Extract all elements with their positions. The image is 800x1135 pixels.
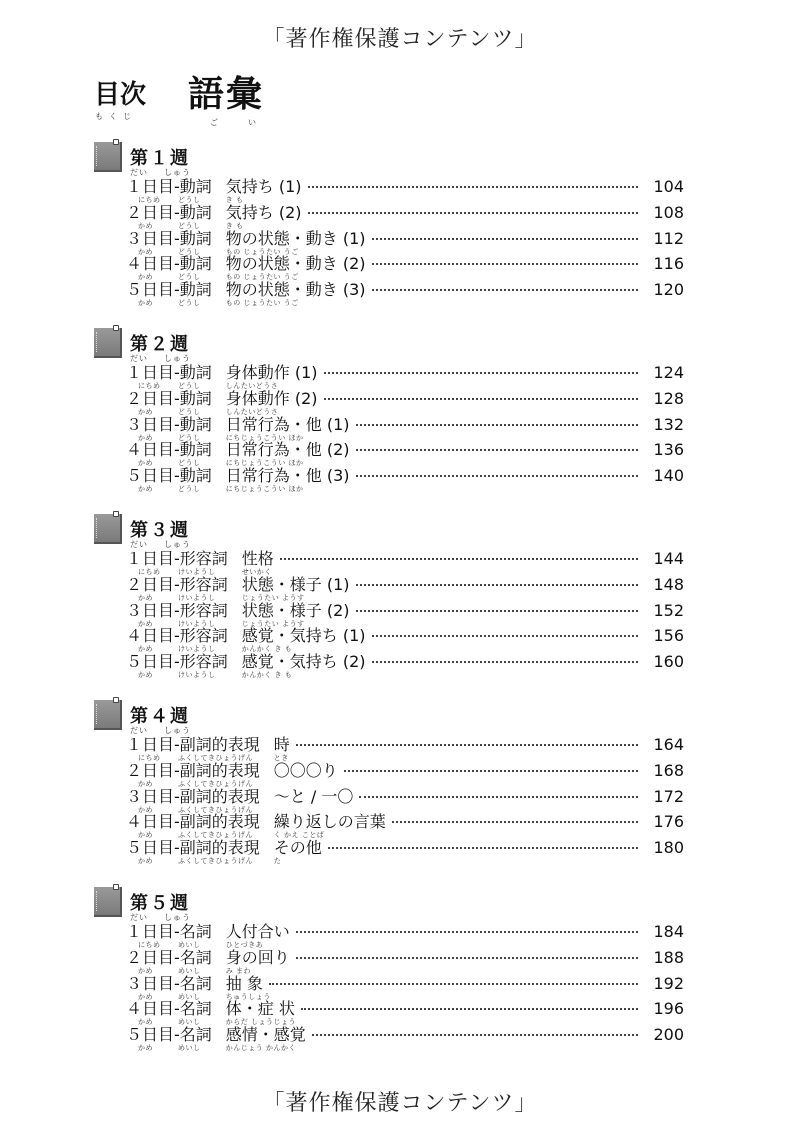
watermark-bottom: 「著作権保護コンテンツ」	[262, 1091, 538, 1116]
dot-leader	[356, 584, 638, 586]
week-header	[94, 700, 684, 736]
dot-leader	[296, 957, 638, 959]
week-title: 第４週	[130, 706, 190, 727]
toc-entry[interactable]	[94, 762, 684, 788]
dot-leader	[372, 635, 638, 637]
entry-topic: 身体動作 (2)	[225, 388, 318, 408]
day-ruby: かめ	[138, 1044, 153, 1053]
toc-entry[interactable]	[94, 949, 684, 975]
section-title-block	[188, 66, 286, 128]
entry-part-of-speech: -副詞的表現	[174, 760, 260, 780]
entry-page-number: 152	[653, 600, 684, 620]
week-header	[94, 142, 684, 178]
dot-leader	[269, 983, 638, 985]
topic-ruby: からだ しょうじょう	[225, 1018, 297, 1027]
entry-day: ３日目	[126, 786, 175, 806]
calendar-icon	[94, 700, 122, 730]
pos-ruby: どうし	[178, 273, 201, 282]
pos-ruby: けいようし	[178, 619, 216, 628]
toc-entry-line	[94, 736, 684, 754]
entry-part-of-speech: -形容詞	[174, 600, 228, 620]
toc-entry-line	[94, 281, 684, 299]
day-ruby: かめ	[138, 433, 153, 442]
toc-entry-line	[94, 813, 684, 831]
pos-ruby: どうし	[178, 407, 201, 416]
pos-ruby: めいし	[178, 966, 201, 975]
entry-page-number: 112	[653, 228, 684, 248]
pos-ruby: ふくしてきひょうげん	[178, 754, 254, 762]
day-ruby: にちめ	[138, 754, 161, 762]
ruby-text: しゅう	[164, 168, 191, 177]
entry-part-of-speech: -動詞	[174, 254, 212, 274]
topic-ruby: た	[273, 857, 282, 866]
entry-topic: 気持ち (2)	[225, 202, 302, 222]
entry-page-number: 172	[653, 786, 684, 806]
toc-entry[interactable]	[94, 602, 684, 628]
ruby-text: しゅう	[164, 726, 191, 735]
entry-part-of-speech: -名詞	[174, 999, 212, 1019]
entry-page-number: 124	[653, 363, 684, 382]
toc-entry-line	[94, 923, 684, 941]
entry-topic: 繰り返しの言葉	[273, 812, 386, 832]
entry-part-of-speech: -形容詞	[174, 574, 228, 594]
toc-entry[interactable]	[94, 923, 684, 949]
topic-ruby: もの じょうたい うご	[225, 273, 299, 282]
toc-entry-line	[94, 762, 684, 780]
dot-leader	[312, 1034, 638, 1036]
pos-ruby: どうし	[178, 433, 201, 442]
toc-entry-line	[94, 255, 684, 273]
calendar-icon	[94, 514, 122, 544]
pos-ruby: ふくしてきひょうげん	[178, 779, 254, 788]
toc-entry-ruby	[126, 484, 304, 494]
toc-entry[interactable]	[94, 627, 684, 653]
entry-page-number: 144	[653, 549, 684, 568]
topic-ruby: せいかく	[241, 568, 272, 576]
day-ruby: かめ	[138, 407, 153, 416]
entry-part-of-speech: -副詞的表現	[174, 735, 260, 754]
calendar-icon	[94, 887, 122, 917]
entry-day: ３日目	[126, 973, 175, 993]
entry-topic: 気持ち (1)	[225, 177, 302, 196]
week-section	[94, 887, 684, 1052]
dot-leader	[301, 1008, 638, 1010]
entry-day: １日目	[126, 549, 175, 568]
toc-entry-line	[94, 230, 684, 248]
entry-topic: 物の状態・動き (2)	[225, 254, 366, 274]
entry-part-of-speech: -動詞	[174, 440, 212, 460]
pos-ruby: めいし	[178, 1044, 201, 1053]
calendar-icon	[94, 142, 122, 172]
dot-leader	[359, 796, 638, 798]
toc-entry[interactable]	[94, 255, 684, 281]
dot-leader	[296, 931, 638, 933]
entry-page-number: 184	[653, 922, 684, 941]
entry-topic: 体・症 状	[225, 999, 295, 1019]
toc-entry[interactable]	[94, 230, 684, 256]
entry-day: ２日目	[126, 574, 175, 594]
week-section	[94, 514, 684, 679]
dot-leader	[308, 186, 638, 188]
day-ruby: かめ	[138, 593, 153, 602]
day-ruby: にちめ	[138, 382, 161, 390]
week-section	[94, 700, 684, 865]
toc-entry[interactable]	[94, 204, 684, 230]
pos-ruby: ふくしてきひょうげん	[178, 831, 254, 840]
entry-page-number: 104	[653, 177, 684, 196]
dot-leader	[324, 372, 638, 374]
dot-leader	[356, 475, 638, 477]
entry-topic: 感覚・気持ち (1)	[241, 626, 366, 646]
ruby-text: だい	[130, 540, 148, 549]
toc-entry[interactable]	[94, 576, 684, 602]
dot-leader	[324, 398, 638, 400]
entry-day: ４日目	[126, 999, 175, 1019]
entry-page-number: 192	[653, 973, 684, 993]
dot-leader	[372, 263, 638, 265]
topic-ruby: かんかく き も	[241, 645, 293, 654]
toc-entry[interactable]	[94, 839, 684, 865]
toc-entry-line	[94, 839, 684, 857]
entry-page-number: 128	[653, 388, 684, 408]
toc-entry[interactable]	[94, 178, 684, 204]
toc-title: 目次	[94, 80, 147, 110]
entry-day: ４日目	[126, 254, 175, 274]
topic-ruby: かんかく き も	[241, 671, 293, 680]
toc-entry[interactable]	[94, 788, 684, 814]
topic-ruby: とき	[273, 754, 289, 762]
toc-entry-ruby	[126, 1043, 296, 1053]
topic-ruby: もの じょうたい うご	[225, 247, 299, 256]
entry-part-of-speech: -副詞的表現	[174, 812, 260, 832]
entry-day: １日目	[126, 735, 175, 754]
entry-day: ２日目	[126, 388, 175, 408]
entry-topic: 感覚・気持ち (2)	[241, 652, 366, 672]
dot-leader	[356, 610, 638, 612]
toc-entry[interactable]	[94, 390, 684, 416]
entry-part-of-speech: -動詞	[174, 414, 212, 434]
dot-leader	[372, 289, 638, 291]
toc-entry-line	[94, 653, 684, 671]
toc-entry[interactable]	[94, 550, 684, 576]
toc-entry-line	[94, 178, 684, 196]
entry-day: ５日目	[126, 280, 175, 300]
toc-entry-line	[94, 576, 684, 594]
entry-page-number: 164	[653, 735, 684, 754]
entry-part-of-speech: -動詞	[174, 177, 212, 196]
entry-topic: 抽 象	[225, 973, 263, 993]
entry-page-number: 148	[653, 574, 684, 594]
entry-topic: 物の状態・動き (3)	[225, 280, 366, 300]
day-ruby: かめ	[138, 671, 153, 680]
toc-entry-ruby	[126, 670, 292, 680]
topic-ruby: しんたいどうさ	[225, 382, 279, 390]
toc-entry-line	[94, 788, 684, 806]
entry-part-of-speech: -動詞	[174, 202, 212, 222]
entry-part-of-speech: -形容詞	[174, 652, 228, 672]
entry-part-of-speech: -名詞	[174, 973, 212, 993]
entry-part-of-speech: -副詞的表現	[174, 786, 260, 806]
entry-page-number: 116	[653, 254, 684, 274]
entry-part-of-speech: -副詞的表現	[174, 838, 260, 858]
pos-ruby: めいし	[178, 1018, 201, 1027]
day-ruby: かめ	[138, 779, 153, 788]
topic-ruby: じょうたい ようす	[241, 619, 305, 628]
toc-title-ruby: もくじ	[95, 112, 137, 121]
entry-page-number: 140	[653, 466, 684, 486]
entry-page-number: 196	[653, 999, 684, 1019]
topic-ruby: じょうたい ようす	[241, 593, 305, 602]
day-ruby: かめ	[138, 619, 153, 628]
entry-part-of-speech: -動詞	[174, 228, 212, 248]
entry-page-number: 168	[653, 760, 684, 780]
entry-part-of-speech: -形容詞	[174, 626, 228, 646]
entry-topic: 時	[273, 735, 290, 754]
entry-day: ４日目	[126, 440, 175, 460]
entry-day: ３日目	[126, 414, 175, 434]
entry-part-of-speech: -形容詞	[174, 549, 228, 568]
week-header	[94, 514, 684, 550]
toc-entry-line	[94, 602, 684, 620]
topic-ruby: かんじょう かんかく	[225, 1044, 297, 1053]
entry-page-number: 108	[653, 202, 684, 222]
pos-ruby: けいようし	[178, 568, 216, 576]
toc-entry-line	[94, 949, 684, 967]
entry-part-of-speech: -動詞	[174, 388, 212, 408]
dot-leader	[372, 661, 638, 663]
entry-page-number: 120	[653, 280, 684, 300]
entry-day: １日目	[126, 922, 175, 941]
pos-ruby: どうし	[178, 485, 201, 494]
entry-day: ３日目	[126, 600, 175, 620]
dot-leader	[296, 744, 638, 746]
toc-entry-line	[94, 390, 684, 408]
entry-page-number: 160	[653, 652, 684, 672]
day-ruby: かめ	[138, 831, 153, 840]
entry-topic: ～と / 一〇	[273, 786, 354, 806]
watermark-top: 「著作権保護コンテンツ」	[262, 27, 538, 52]
entry-topic: 身体動作 (1)	[225, 363, 318, 382]
day-ruby: かめ	[138, 805, 153, 814]
entry-page-number: 132	[653, 414, 684, 434]
pos-ruby: どうし	[178, 382, 201, 390]
toc-entry-line	[94, 1026, 684, 1044]
toc-entry-line	[94, 1000, 684, 1018]
day-ruby: かめ	[138, 645, 153, 654]
toc-entry[interactable]	[94, 467, 684, 493]
toc-entry[interactable]	[94, 653, 684, 679]
toc-entry-ruby	[126, 856, 281, 866]
dot-leader	[372, 238, 638, 240]
entry-part-of-speech: -動詞	[174, 363, 212, 382]
entry-topic: その他	[273, 838, 322, 858]
week-title: 第３週	[130, 520, 190, 541]
toc-entry[interactable]	[94, 736, 684, 762]
week-section	[94, 142, 684, 307]
ruby-text: しゅう	[164, 540, 191, 549]
toc-entry-line	[94, 364, 684, 382]
entry-topic: 〇〇〇り	[273, 760, 338, 780]
topic-ruby: ちゅうしょう	[225, 992, 271, 1001]
entry-day: １日目	[126, 363, 175, 382]
entry-page-number: 156	[653, 626, 684, 646]
day-ruby: かめ	[138, 966, 153, 975]
entry-topic: 状態・様子 (2)	[241, 600, 350, 620]
section-title-ruby: ごい	[210, 118, 286, 127]
toc-entry[interactable]	[94, 813, 684, 839]
topic-ruby: く かえ ことば	[273, 831, 325, 840]
topic-ruby: にちじょうこうい ほか	[225, 433, 304, 442]
day-ruby: にちめ	[138, 568, 161, 576]
day-ruby: かめ	[138, 221, 153, 230]
entry-topic: 性格	[241, 549, 274, 568]
day-ruby: かめ	[138, 299, 153, 308]
toc-entry-line	[94, 204, 684, 222]
week-header	[94, 328, 684, 364]
ruby-text: だい	[130, 168, 148, 177]
toc-entry-line	[94, 467, 684, 485]
entry-page-number: 176	[653, 812, 684, 832]
entry-topic: 物の状態・動き (1)	[225, 228, 366, 248]
topic-ruby: き も	[225, 221, 244, 230]
pos-ruby: めいし	[178, 992, 201, 1001]
pos-ruby: けいようし	[178, 593, 216, 602]
entry-day: ５日目	[126, 466, 175, 486]
day-ruby: かめ	[138, 485, 153, 494]
entry-topic: 人付合い	[225, 922, 290, 941]
day-ruby: にちめ	[138, 196, 161, 204]
toc-entry[interactable]	[94, 281, 684, 307]
ruby-text: だい	[130, 726, 148, 735]
toc-entry-ruby	[126, 298, 299, 308]
pos-ruby: どうし	[178, 247, 201, 256]
entry-part-of-speech: -動詞	[174, 466, 212, 486]
dot-leader	[356, 449, 638, 451]
entry-topic: 状態・様子 (1)	[241, 574, 350, 594]
dot-leader	[344, 770, 638, 772]
entry-day: ２日目	[126, 760, 175, 780]
week-title: 第１週	[130, 148, 190, 169]
entry-page-number: 136	[653, 440, 684, 460]
day-ruby: にちめ	[138, 941, 161, 949]
toc-entry[interactable]	[94, 364, 684, 390]
week-title: 第２週	[130, 334, 190, 355]
entry-topic: 身の回り	[225, 947, 290, 967]
topic-ruby: き も	[225, 196, 244, 204]
toc-entry[interactable]	[94, 1026, 684, 1052]
toc-entry-line	[94, 550, 684, 568]
topic-ruby: にちじょうこうい ほか	[225, 485, 304, 494]
entry-part-of-speech: -動詞	[174, 280, 212, 300]
entry-part-of-speech: -名詞	[174, 922, 212, 941]
pos-ruby: ふくしてきひょうげん	[178, 805, 254, 814]
section-title: 語彙	[188, 74, 265, 115]
toc-entry-line	[94, 975, 684, 993]
entry-part-of-speech: -名詞	[174, 1025, 212, 1045]
week-header	[94, 887, 684, 923]
entry-day: ５日目	[126, 1025, 175, 1045]
entry-page-number: 188	[653, 947, 684, 967]
dot-leader	[308, 212, 638, 214]
pos-ruby: けいようし	[178, 645, 216, 654]
pos-ruby: どうし	[178, 299, 201, 308]
day-ruby: かめ	[138, 273, 153, 282]
entry-page-number: 180	[653, 838, 684, 858]
topic-ruby: み まわ	[225, 966, 252, 975]
entry-day: ３日目	[126, 228, 175, 248]
dot-leader	[356, 424, 638, 426]
entry-topic: 日常行為・他 (1)	[225, 414, 350, 434]
day-ruby: かめ	[138, 857, 153, 866]
entry-day: １日目	[126, 177, 175, 196]
toc-entry-line	[94, 416, 684, 434]
entry-day: ４日目	[126, 812, 175, 832]
entry-day: ２日目	[126, 202, 175, 222]
entry-topic: 日常行為・他 (2)	[225, 440, 350, 460]
day-ruby: かめ	[138, 459, 153, 468]
week-section	[94, 328, 684, 493]
dot-leader	[392, 821, 638, 823]
entry-day: ５日目	[126, 838, 175, 858]
entry-part-of-speech: -名詞	[174, 947, 212, 967]
toc-entry[interactable]	[94, 441, 684, 467]
topic-ruby: しんたいどうさ	[225, 407, 279, 416]
toc-entry[interactable]	[94, 975, 684, 1001]
toc-title-block	[94, 66, 146, 122]
pos-ruby: ふくしてきひょうげん	[178, 857, 254, 866]
entry-page-number: 200	[653, 1025, 684, 1045]
topic-ruby: ひとづきあ	[225, 941, 264, 949]
topic-ruby: もの じょうたい うご	[225, 299, 299, 308]
pos-ruby: どうし	[178, 221, 201, 230]
pos-ruby: どうし	[178, 196, 201, 204]
topic-ruby: にちじょうこうい ほか	[225, 459, 304, 468]
dot-leader	[280, 558, 638, 560]
day-ruby: かめ	[138, 247, 153, 256]
pos-ruby: けいようし	[178, 671, 216, 680]
ruby-text: だい	[130, 354, 148, 363]
ruby-text: しゅう	[164, 354, 191, 363]
toc-entry[interactable]	[94, 416, 684, 442]
entry-day: ２日目	[126, 947, 175, 967]
toc-entry[interactable]	[94, 1000, 684, 1026]
toc-entry-line	[94, 441, 684, 459]
entry-day: ４日目	[126, 626, 175, 646]
pos-ruby: めいし	[178, 941, 201, 949]
day-ruby: かめ	[138, 992, 153, 1001]
day-ruby: かめ	[138, 1018, 153, 1027]
dot-leader	[328, 847, 638, 849]
toc-entry-line	[94, 627, 684, 645]
ruby-text: しゅう	[164, 913, 191, 922]
pos-ruby: どうし	[178, 459, 201, 468]
calendar-icon	[94, 328, 122, 358]
ruby-text: だい	[130, 913, 148, 922]
entry-topic: 日常行為・他 (3)	[225, 466, 350, 486]
entry-topic: 感情・感覚	[225, 1025, 306, 1045]
week-title: 第５週	[130, 893, 190, 914]
entry-day: ５日目	[126, 652, 175, 672]
